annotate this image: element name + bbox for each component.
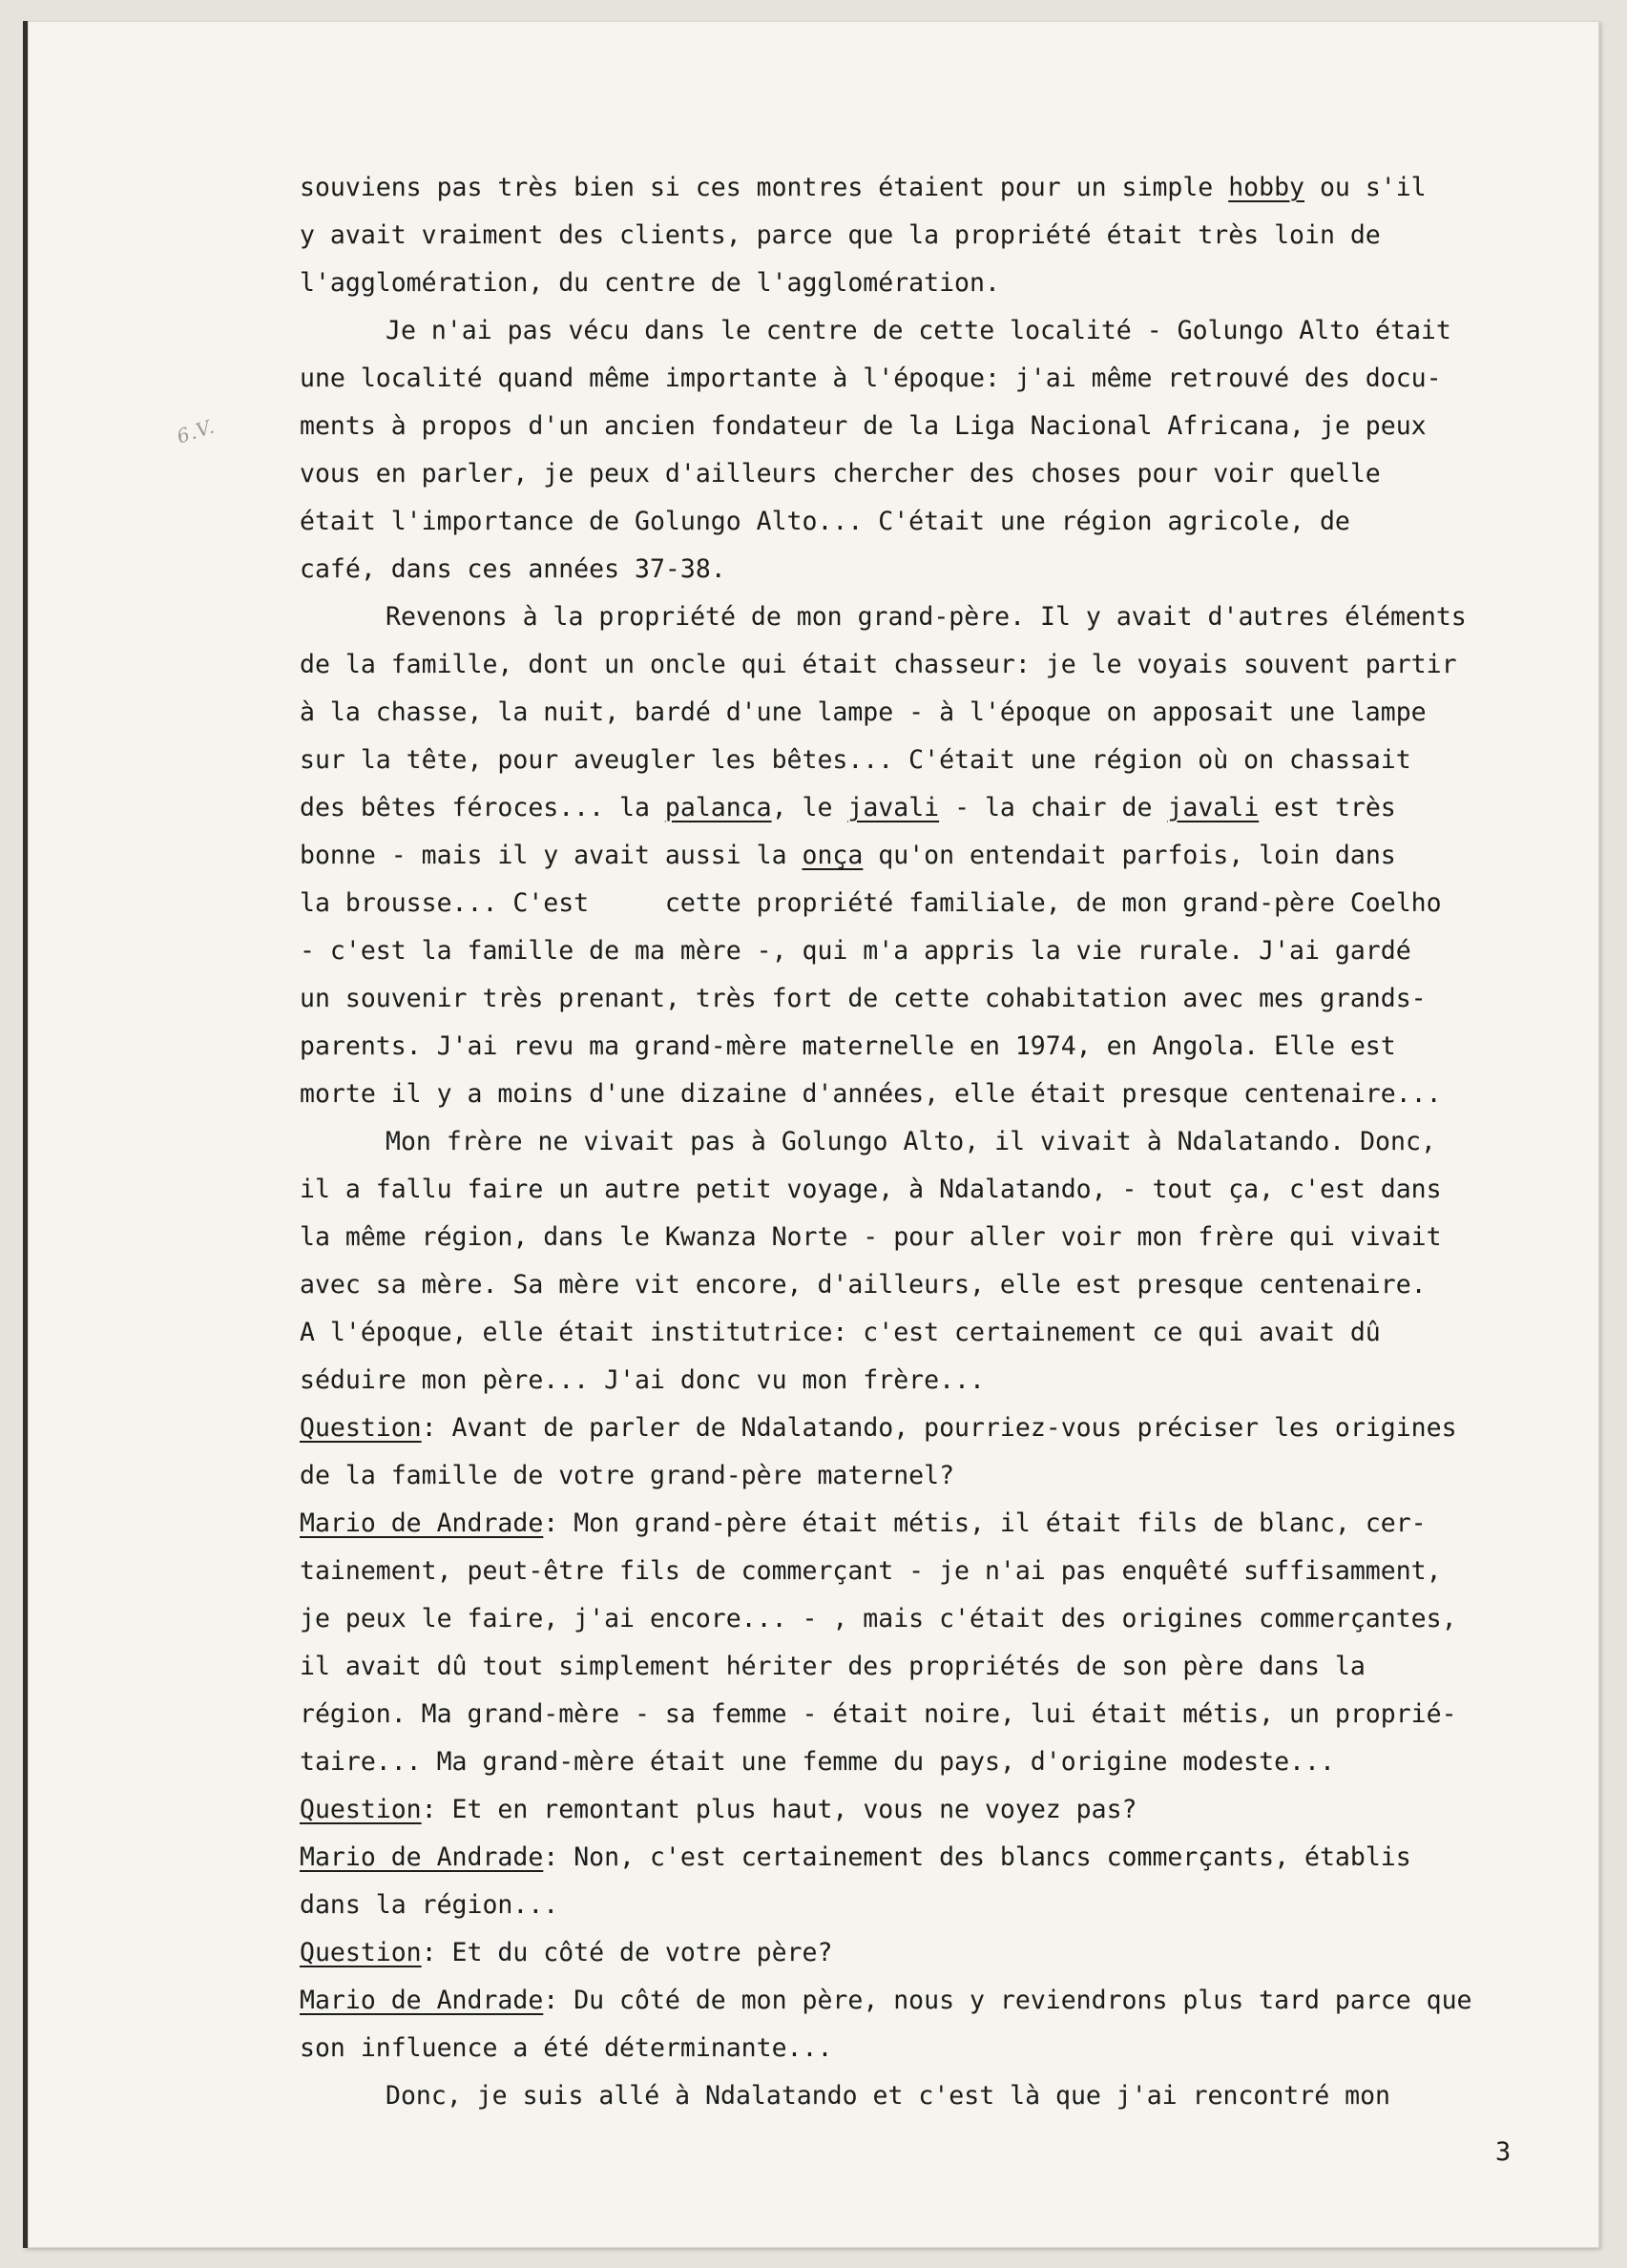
text-line: [300, 1977, 1593, 2025]
handwritten-margin-note: 6.V.: [174, 414, 219, 448]
text-run: un souvenir très prenant, très fort de cette cohabitation avec mes grands-: [300, 984, 1427, 1013]
typewritten-body: [300, 164, 1593, 2120]
text-line: [300, 1548, 1593, 1595]
text-run: de la famille de votre grand-père maternel?: [300, 1461, 955, 1490]
text-line: [300, 1929, 1593, 1977]
text-line: [300, 1786, 1593, 1834]
underlined-text: Question: [300, 1938, 422, 1967]
text-run: parents. J'ai revu ma grand-mère maternelle en 1974, en Angola. Elle est: [300, 1031, 1396, 1061]
underlined-text: Question: [300, 1413, 422, 1443]
text-run: - c'est la famille de ma mère -, qui m'a appris la vie rurale. J'ai gardé: [300, 936, 1411, 966]
text-run: est très: [1259, 793, 1396, 822]
text-line: [300, 975, 1593, 1023]
text-run: vous en parler, je peux d'ailleurs chercher des choses pour voir quelle: [300, 459, 1381, 489]
text-run: dans la région...: [300, 1890, 559, 1920]
underlined-text: onça: [802, 841, 864, 870]
text-line: [300, 1738, 1593, 1786]
text-line: [300, 1023, 1593, 1071]
text-run: bonne - mais il y avait aussi la: [300, 841, 803, 870]
text-line: [300, 1404, 1593, 1452]
text-run: ments à propos d'un ancien fondateur de la Liga Nacional Africana, je peux: [300, 411, 1427, 441]
text-line: [300, 784, 1593, 832]
text-line: [300, 593, 1593, 641]
text-run: - la chair de: [939, 793, 1168, 822]
text-run: l'agglomération, du centre de l'agglomération.: [300, 268, 1000, 298]
text-run: : Du côté de mon père, nous y reviendrons plus tard parce que: [543, 1986, 1472, 2015]
text-run: : Mon grand-père était métis, il était fils de blanc, cer-: [543, 1509, 1427, 1538]
text-line: [300, 1261, 1593, 1309]
text-run: avec sa mère. Sa mère vit encore, d'ailleurs, elle est presque centenaire.: [300, 1270, 1427, 1300]
underlined-text: Mario de Andrade: [300, 1842, 544, 1872]
text-line: [300, 832, 1593, 880]
text-run: : Non, c'est certainement des blancs commerçants, établis: [543, 1842, 1411, 1872]
underlined-text: palanca: [664, 793, 772, 822]
text-run: A l'époque, elle était institutrice: c'est certainement ce qui avait dû: [300, 1318, 1381, 1347]
text-run: des bêtes féroces... la: [300, 793, 665, 822]
underlined-text: Question: [300, 1795, 422, 1824]
text-line: [300, 880, 1593, 927]
underlined-text: hobby: [1228, 173, 1304, 202]
text-run: Revenons à la propriété de mon grand-père. Il y avait d'autres éléments: [386, 602, 1467, 632]
text-run: , le: [771, 793, 848, 822]
underlined-text: javali: [847, 793, 940, 822]
text-line: [300, 927, 1593, 975]
text-run: y avait vraiment des clients, parce que la propriété était très loin de: [300, 220, 1381, 250]
text-run: morte il y a moins d'une dizaine d'années, elle était presque centenaire...: [300, 1079, 1442, 1109]
document-page: [23, 21, 1599, 2248]
text-run: souviens pas très bien si ces montres étaient pour un simple: [300, 173, 1229, 202]
text-line: [300, 1071, 1593, 1118]
text-run: : Et en remontant plus haut, vous ne voyez pas?: [421, 1795, 1137, 1824]
text-line: [300, 1643, 1593, 1691]
text-line: [300, 1309, 1593, 1357]
text-run: Donc, je suis allé à Ndalatando et c'est là que j'ai rencontré mon: [386, 2081, 1390, 2111]
text-line: [300, 1452, 1593, 1500]
text-run: la même région, dans le Kwanza Norte - pour aller voir mon frère qui vivait: [300, 1222, 1442, 1252]
text-run: qu'on entendait parfois, loin dans: [863, 841, 1396, 870]
text-run: café, dans ces années 37-38.: [300, 554, 726, 584]
text-line: [300, 498, 1593, 546]
text-line: [300, 1118, 1593, 1166]
text-run: Je n'ai pas vécu dans le centre de cette localité - Golungo Alto était: [386, 316, 1451, 345]
text-line: [300, 403, 1593, 450]
text-run: ou s'il: [1304, 173, 1427, 202]
text-run: séduire mon père... J'ai donc vu mon frère...: [300, 1365, 985, 1395]
text-line: [300, 164, 1593, 212]
text-run: région. Ma grand-mère - sa femme - était noire, lui était métis, un proprié-: [300, 1699, 1457, 1729]
text-run: il a fallu faire un autre petit voyage, à Ndalatando, - tout ça, c'est dans: [300, 1175, 1442, 1204]
text-line: [300, 1834, 1593, 1882]
page-number: 3: [1495, 2137, 1512, 2167]
underlined-text: javali: [1167, 793, 1260, 822]
text-line: [300, 737, 1593, 784]
text-run: de la famille, dont un oncle qui était chasseur: je le voyais souvent partir: [300, 650, 1457, 679]
text-run: il avait dû tout simplement hériter des propriétés de son père dans la: [300, 1652, 1366, 1681]
text-line: [300, 1214, 1593, 1261]
text-line: [300, 641, 1593, 689]
text-line: [300, 1166, 1593, 1214]
text-line: [300, 307, 1593, 355]
text-run: : Et du côté de votre père?: [421, 1938, 833, 1967]
text-run: : Avant de parler de Ndalatando, pourriez-vous préciser les origines: [421, 1413, 1457, 1443]
text-line: [300, 1595, 1593, 1643]
text-line: [300, 1882, 1593, 1929]
text-line: [300, 212, 1593, 260]
text-run: sur la tête, pour aveugler les bêtes... C'était une région où on chassait: [300, 745, 1411, 775]
text-line: [300, 450, 1593, 498]
text-run: tainement, peut-être fils de commerçant - je n'ai pas enquêté suffisamment,: [300, 1556, 1442, 1586]
text-line: [300, 2072, 1593, 2120]
text-run: taire... Ma grand-mère était une femme du pays, d'origine modeste...: [300, 1747, 1335, 1777]
text-run: était l'importance de Golungo Alto... C'était une région agricole, de: [300, 507, 1350, 536]
text-line: [300, 689, 1593, 737]
underlined-text: Mario de Andrade: [300, 1986, 544, 2015]
text-run: je peux le faire, j'ai encore... - , mais c'était des origines commerçantes,: [300, 1604, 1457, 1633]
text-run: son influence a été déterminante...: [300, 2033, 833, 2063]
underlined-text: Mario de Andrade: [300, 1509, 544, 1538]
text-run: une localité quand même importante à l'époque: j'ai même retrouvé des docu-: [300, 364, 1442, 393]
text-run: la brousse... C'est cette propriété familiale, de mon grand-père Coelho: [300, 888, 1442, 918]
text-line: [300, 546, 1593, 593]
text-line: [300, 355, 1593, 403]
text-line: [300, 260, 1593, 307]
text-line: [300, 2025, 1593, 2072]
text-line: [300, 1691, 1593, 1738]
text-line: [300, 1357, 1593, 1404]
text-run: Mon frère ne vivait pas à Golungo Alto, il vivait à Ndalatando. Donc,: [386, 1127, 1436, 1156]
text-run: à la chasse, la nuit, bardé d'une lampe - à l'époque on apposait une lampe: [300, 697, 1427, 727]
text-line: [300, 1500, 1593, 1548]
